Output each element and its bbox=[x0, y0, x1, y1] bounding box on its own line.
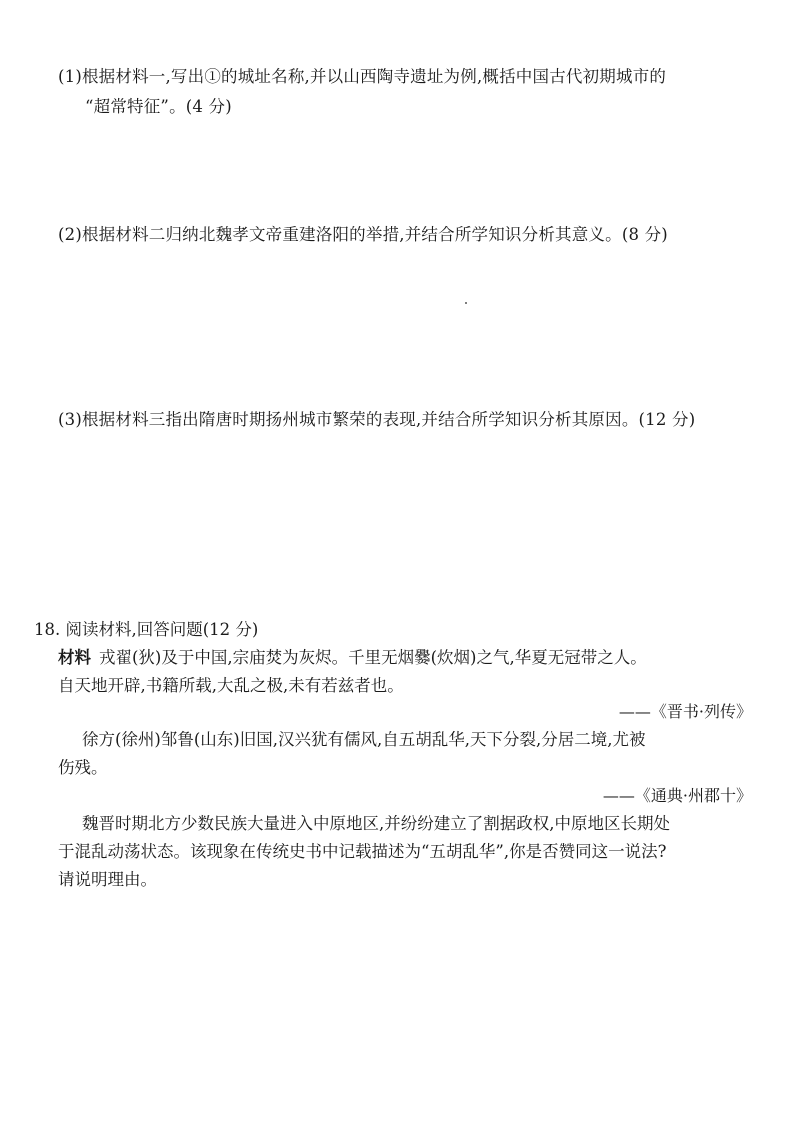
material-p1-line-2: 自天地开辟,书籍所载,大乱之极,未有若兹者也。 bbox=[58, 676, 404, 695]
question-prompt-line-3: 请说明理由。 bbox=[58, 870, 157, 889]
question-18-heading bbox=[34, 616, 774, 644]
question-2: (2)根据材料二归纳北魏孝文帝重建洛阳的举措,并结合所学知识分析其意义。(8 分) bbox=[58, 225, 668, 244]
question-1 bbox=[58, 62, 758, 122]
question-prompt-line-1: 魏晋时期北方少数民族大量进入中原地区,并纷纷建立了割据政权,中原地区长期处 bbox=[82, 814, 670, 833]
question-prompt-line-2: 于混乱动荡状态。该现象在传统史书中记载描述为“五胡乱华”,你是否赞同这一说法? bbox=[58, 842, 667, 861]
source-citation-1: ——《晋书·列传》 bbox=[618, 702, 752, 721]
question-1-line-1: (1)根据材料一,写出①的城址名称,并以山西陶寺遗址为例,概括中国古代初期城市的 bbox=[58, 67, 667, 86]
material-paragraph-1 bbox=[58, 644, 778, 672]
source-citation-2: ——《通典·州郡十》 bbox=[602, 786, 752, 805]
stray-dot bbox=[465, 302, 467, 304]
material-label: 材料 bbox=[58, 648, 91, 667]
material-p2-line-2: 伤残。 bbox=[58, 758, 108, 777]
question-18-title: 18. 阅读材料,回答问题(12 分) bbox=[34, 620, 259, 639]
question-3: (3)根据材料三指出隋唐时期扬州城市繁荣的表现,并结合所学知识分析其原因。(12 分) bbox=[58, 410, 696, 429]
material-p1-line-1: 戎翟(狄)及于中国,宗庙焚为灰烬。千里无烟爨(炊烟)之气,华夏无冠带之人。 bbox=[99, 648, 647, 667]
question-1-line-2: “超常特征”。(4 分) bbox=[85, 97, 232, 116]
material-p2-line-1: 徐方(徐州)邹鲁(山东)旧国,汉兴犹有儒风,自五胡乱华,天下分裂,分居二境,尤被 bbox=[82, 730, 646, 749]
